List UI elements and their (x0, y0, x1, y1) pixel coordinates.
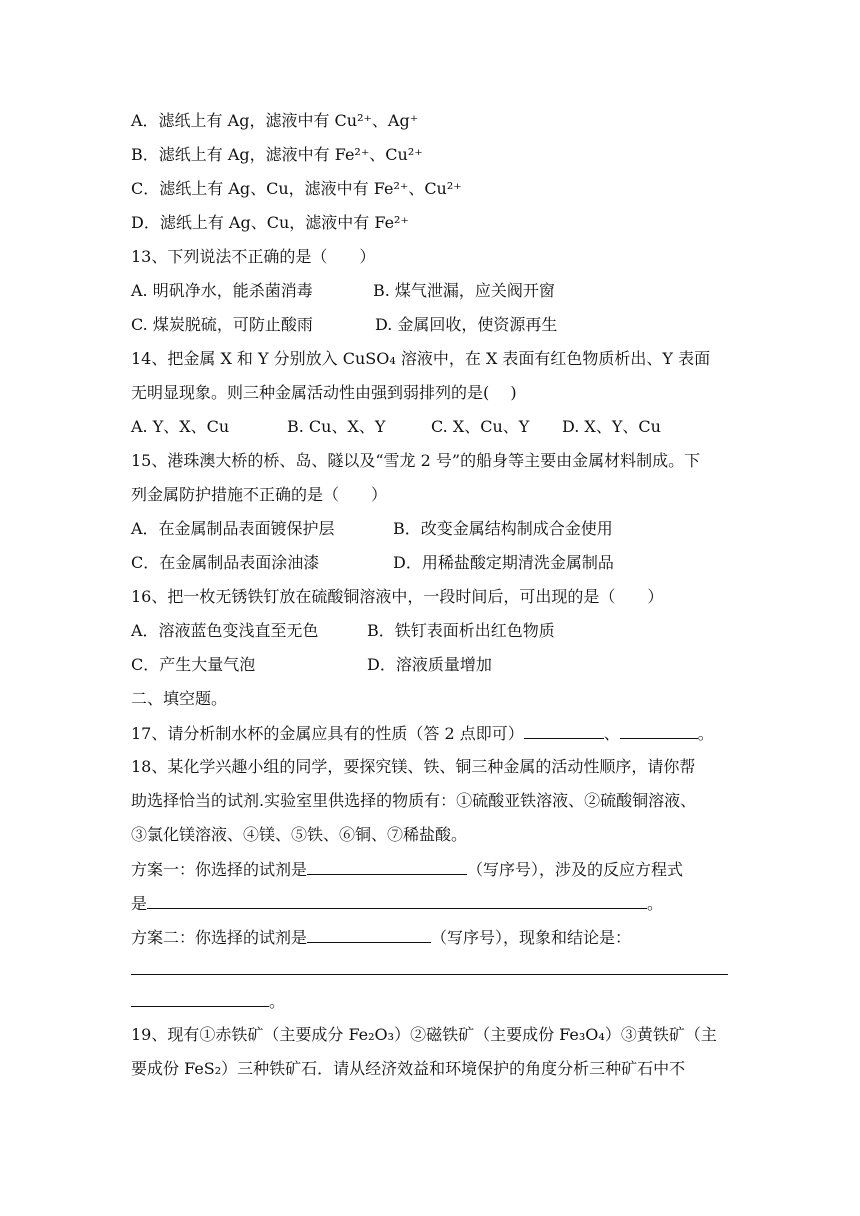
q16-row-1 (131, 620, 731, 642)
q14-stem-line-2: 无明显现象。则三种金属活动性由强到弱排列的是( ) (131, 383, 517, 402)
q18-plan2-label: 方案二：你选择的试剂是 (131, 928, 308, 947)
q13-row-2 (131, 314, 731, 336)
q16-stem: 16、把一枚无锈铁钉放在硫酸铜溶液中，一段时间后，可出现的是（ ） (131, 587, 664, 606)
q15-option-d: D．用稀盐酸定期清洗金属制品 (393, 553, 614, 572)
q14-stem-line-1: 14、把金属 X 和 Y 分别放入 CuSO₄ 溶液中，在 X 表面有红色物质析出、Y 表面 (131, 349, 711, 368)
q17-answer-blank-2[interactable] (620, 722, 698, 739)
q14-option-c: C. X、Cu、Y (431, 417, 530, 436)
q12-option-b: B．滤纸上有 Ag，滤液中有 Fe²⁺、Cu²⁺ (131, 145, 423, 164)
q18-plan2-reagent-blank[interactable] (307, 926, 431, 943)
q12-option-a: A．滤纸上有 Ag，滤液中有 Cu²⁺、Ag⁺ (131, 111, 419, 130)
q14-option-a: A. Y、X、Cu (131, 417, 230, 436)
q13-option-c: C. 煤炭脱硫，可防止酸雨 (131, 315, 313, 334)
section-heading: 二、填空题。 (131, 689, 228, 708)
q17-end-mark: 。 (697, 724, 714, 743)
q16-option-b: B．铁钉表面析出红色物质 (367, 621, 555, 640)
q15-option-b: B．改变金属结构制成合金使用 (393, 519, 613, 538)
q14-options (131, 416, 731, 438)
q17-stem: 17、请分析制水杯的金属应具有的性质（答 2 点即可） (131, 724, 524, 743)
q15-option-c: C．在金属制品表面涂油漆 (131, 553, 320, 572)
q18-plan1-text: （写序号），涉及的反应方程式 (467, 860, 684, 879)
q13-option-a: A. 明矾净水，能杀菌消毒 (131, 281, 313, 300)
q16-option-c: C．产生大量气泡 (131, 655, 256, 674)
q16-option-d: D．溶液质量增加 (367, 655, 492, 674)
q18-plan-1-equation (131, 892, 731, 915)
q14-option-d: D. X、Y、Cu (562, 417, 661, 436)
q13-option-b: B. 煤气泄漏，应关阀开窗 (373, 281, 555, 300)
q18-plan1-label: 方案一：你选择的试剂是 (131, 860, 308, 879)
q15-row-1 (131, 518, 731, 540)
q17-answer-blank-1[interactable] (524, 722, 604, 739)
q14-option-b: B. Cu、X、Y (287, 417, 386, 436)
q15-stem-line-1: 15、港珠澳大桥的桥、岛、隧以及“雪龙 2 号”的船身等主要由金属材料制成。下 (131, 451, 701, 470)
q18-plan2-text: （写序号），现象和结论是： (431, 928, 632, 947)
q18-plan-2 (131, 926, 731, 949)
q17-separator: 、 (603, 724, 620, 743)
q18-plan1-reagent-blank[interactable] (307, 858, 467, 875)
q12-option-d: D．滤纸上有 Ag、Cu，滤液中有 Fe²⁺ (131, 213, 409, 232)
q19-stem-line-1: 19、现有①赤铁矿（主要成分 Fe₂O₃）②磁铁矿（主要成份 Fe₃O₄）③黄铁矿（主 (131, 1025, 717, 1044)
q18-plan-1 (131, 858, 731, 881)
q15-row-2 (131, 552, 731, 574)
q18-plan1-end-mark: 。 (647, 894, 664, 913)
q18-plan2-answer-blank[interactable] (131, 990, 269, 1007)
q16-row-2 (131, 654, 731, 676)
q18-plan2-end-mark: 。 (269, 992, 286, 1011)
q13-option-d: D. 金属回收，使资源再生 (375, 315, 558, 334)
q18-plan1-eq-label: 是 (131, 894, 148, 913)
q12-option-c: C．滤纸上有 Ag、Cu，滤液中有 Fe²⁺、Cu²⁺ (131, 179, 462, 198)
q18-stem-line-1: 18、某化学兴趣小组的同学，要探究镁、铁、铜三种金属的活动性顺序，请你帮 (131, 757, 696, 776)
q18-plan1-equation-blank[interactable] (147, 892, 647, 909)
q18-plan-2-continuation (131, 990, 731, 1013)
q18-stem-line-3: ③氯化镁溶液、④镁、⑤铁、⑥铜、⑦稀盐酸。 (131, 825, 468, 844)
q15-option-a: A．在金属制品表面镀保护层 (131, 519, 335, 538)
q15-stem-line-2: 列金属防护措施不正确的是（ ） (131, 485, 388, 504)
q16-option-a: A．溶液蓝色变浅直至无色 (131, 621, 319, 640)
q18-plan2-answer-line[interactable] (131, 974, 728, 975)
q17 (131, 722, 731, 745)
q13-row-1 (131, 280, 731, 302)
q18-stem-line-2: 助选择恰当的试剂.实验室里供选择的物质有：①硫酸亚铁溶液、②硫酸铜溶液、 (131, 791, 697, 810)
q13-stem: 13、下列说法不正确的是（ ） (131, 247, 376, 266)
q19-stem-line-2: 要成份 FeS₂）三种铁矿石．请从经济效益和环境保护的角度分析三种矿石中不 (131, 1059, 686, 1078)
